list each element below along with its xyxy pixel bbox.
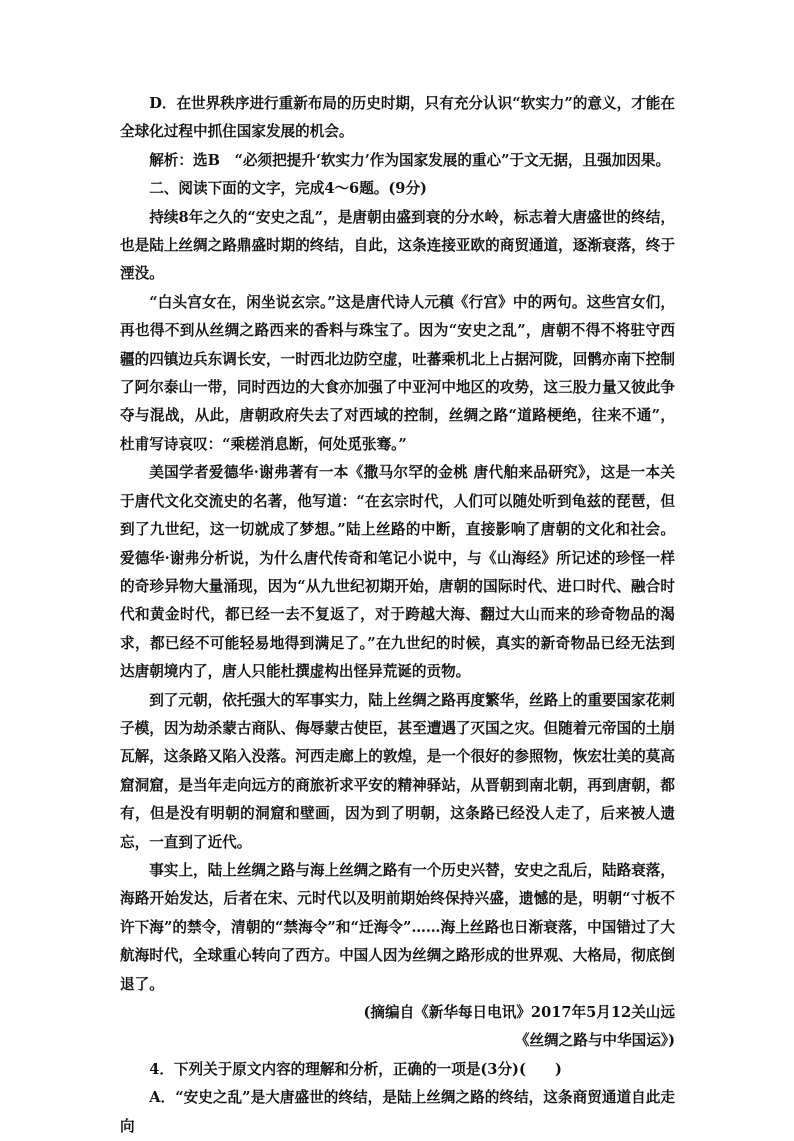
source-citation-line2: 《丝绸之路与中华国运》) bbox=[514, 1032, 675, 1050]
question-4: 4．下列关于原文内容的理解和分析，正确的一项是(3分)( ) bbox=[149, 1060, 562, 1078]
option-d: D．在世界秩序进行重新布局的历史时期，只有充分认识“软实力”的意义，才能在全球化过程中抓住国家发展的机会。 bbox=[120, 95, 675, 141]
document-page bbox=[120, 90, 675, 1141]
passage-paragraph-2: “白头宫女在，闲坐说玄宗。”这是唐代诗人元稹《行宫》中的两句。这些宫女们，再也得不到从丝绸之路西来的香料与珠宝了。因为“安史之乱”，唐朝不得不将驻守西疆的四镇边兵东调长安，一时西北边防空虚，吐蕃乘机北上占据河陇，回鹘亦南下控制了阿尔泰山一带，同时西边的大食亦加强了中亚河中地区的攻势，这三股力量又彼此争夺与混战，从此，唐朝政府失去了对西域的控制，丝绸之路“道路梗绝，往来不通”，杜甫写诗哀叹：“乘槎消息断，何处觅张骞。” bbox=[120, 293, 675, 453]
passage-paragraph-5: 事实上，陆上丝绸之路与海上丝绸之路有一个历史兴替，安史之乱后，陆路衰落，海路开始发达，后者在宋、元时代以及明前期始终保持兴盛，遗憾的是，明朝“寸板不许下海”的禁令，清朝的“禁海令”和“迁海令”……海上丝路也日渐衰落，中国错过了大航海时代，全球重心转向了西方。中国人因为丝绸之路形成的世界观、大格局，彻底倒退了。 bbox=[120, 861, 675, 993]
source-citation-line1: (摘编自《新华每日电讯》2017年5月12关山远 bbox=[363, 1004, 675, 1021]
option-a: A．“安史之乱”是大唐盛世的终结，是陆上丝绸之路的终结，这条商贸通道自此走向 bbox=[120, 1089, 675, 1135]
passage-paragraph-3: 美国学者爱德华·谢弗著有一本《撒马尔罕的金桃 唐代舶来品研究》，这是一本关于唐代文化交流史的名著，他写道：“在玄宗时代，人们可以随处听到龟兹的琵琶，但到了九世纪，这一切就成了梦想。”陆上丝路的中断，直接影响了唐朝的文化和社会。爱德华·谢弗分析说，为什么唐代传奇和笔记小说中，与《山海经》所记述的珍怪一样的奇珍异物大量涌现，因为“从九世纪初期开始，唐朝的国际时代、进口时代、融合时代和黄金时代，都已经一去不复返了，对于跨越大海、翻过大山而来的珍奇物品的渴求，都已经不可能轻易地得到满足了。”在九世纪的时候，真实的新奇物品已经无法到达唐朝境内了，唐人只能杜撰虚构出怪异荒诞的贡物。 bbox=[120, 464, 675, 681]
passage-paragraph-4: 到了元朝，依托强大的军事实力，陆上丝绸之路再度繁华，丝路上的重要国家花刺子模，因为劫杀蒙古商队、侮辱蒙古使臣，甚至遭遇了灭国之灾。但随着元帝国的土崩瓦解，这条路又陷入没落。河西走廊上的敦煌，是一个很好的参照物，恢宏壮美的莫高窟洞窟，是当年走向远方的商旅祈求平安的精神驿站，从晋朝到南北朝，再到唐朝，都有，但是没有明朝的洞窟和壁画，因为到了明朝，这条路已经没人走了，后来被人遗忘，一直到了近代。 bbox=[120, 691, 675, 851]
section-heading: 二、阅读下面的文字，完成4～6题。(9分) bbox=[149, 180, 427, 198]
analysis-text: 解析：选B “必须把提升‘软实力’作为国家发展的重心”于文无据，且强加因果。 bbox=[149, 151, 671, 169]
passage-paragraph-1: 持续8年之久的“安史之乱”，是唐朝由盛到衰的分水岭，标志着大唐盛世的终结，也是陆上丝绸之路鼎盛时期的终结，自此，这条连接亚欧的商贸通道，逐渐衰落，终于湮没。 bbox=[120, 208, 675, 283]
